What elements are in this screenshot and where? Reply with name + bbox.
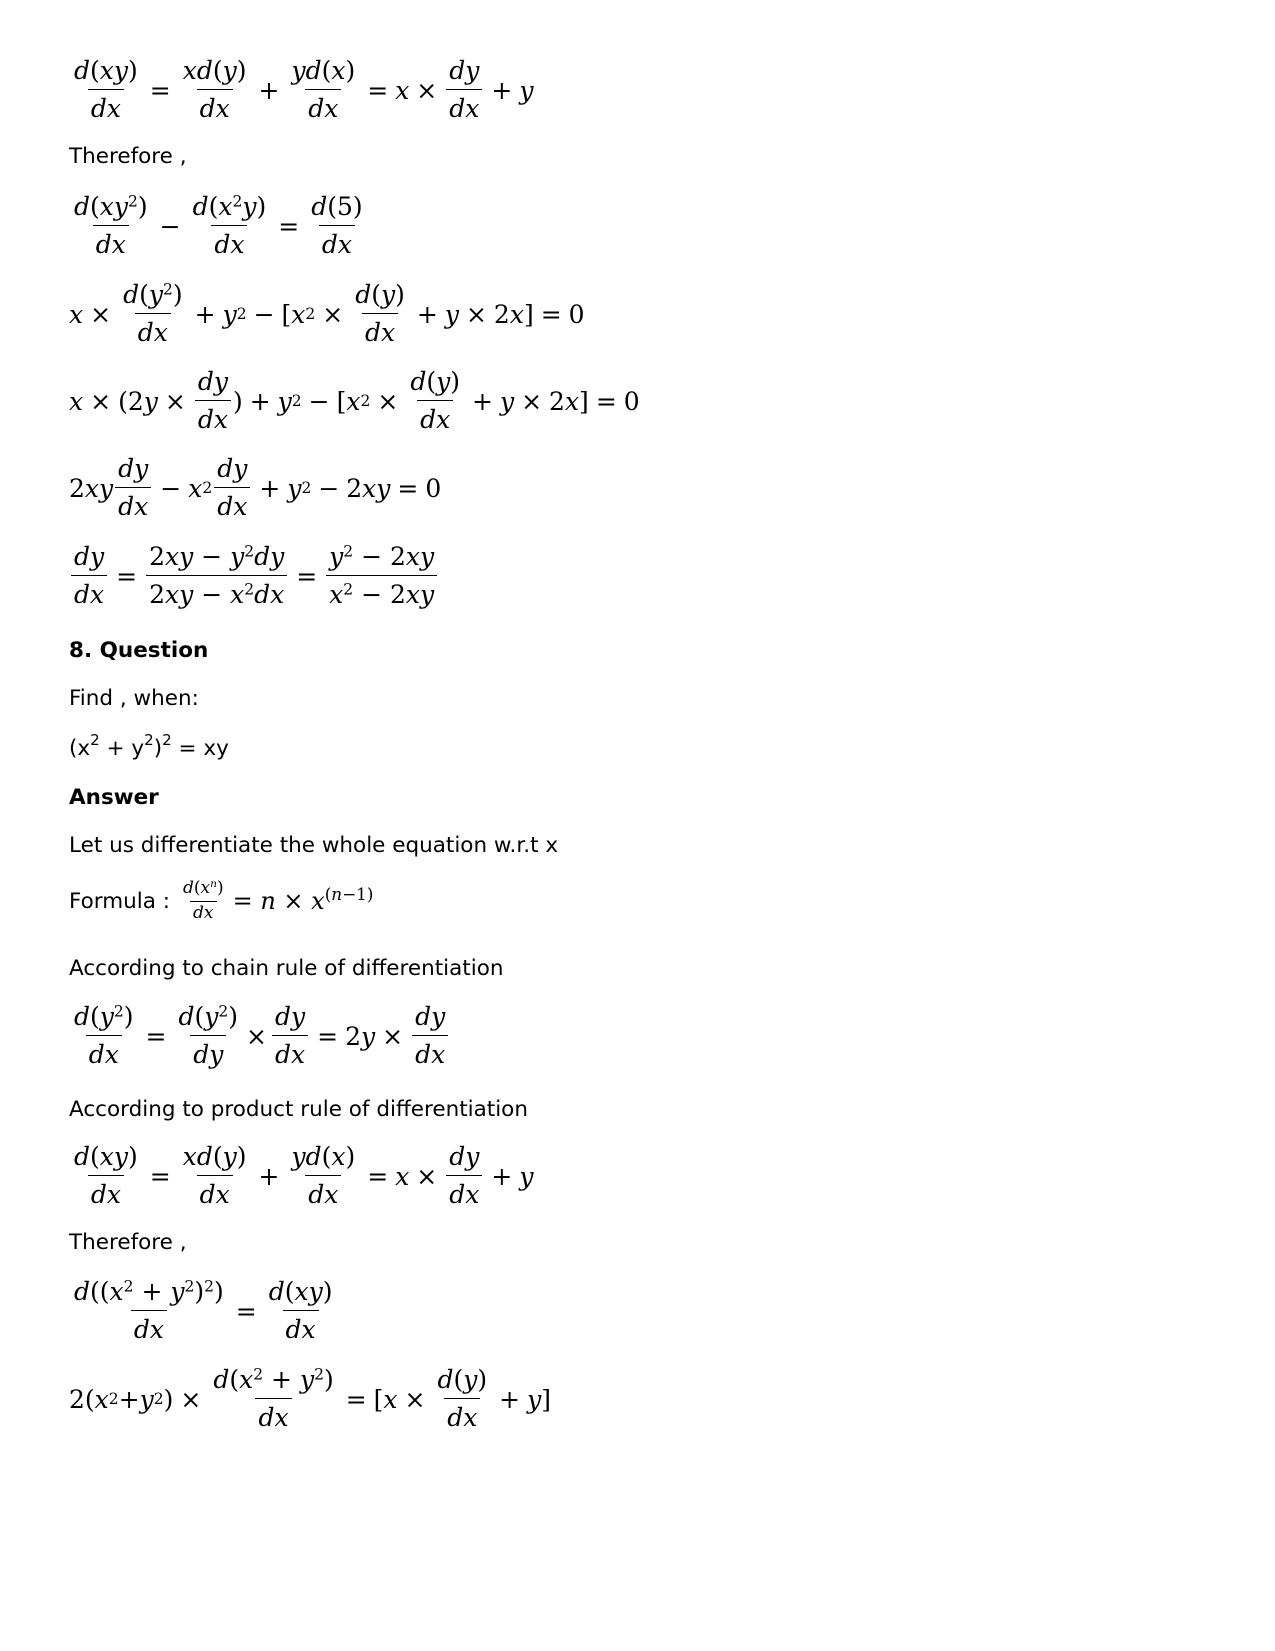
equation-result: $\frac{dy}{dx}$ = $\frac{2xy - y^2dy}{2xy - x^2dx}$ = $\frac{y^2 - 2xy}{x^2 - 2xy}$ — [69, 544, 439, 609]
therefore-text-2: Therefore , — [69, 1230, 187, 1255]
power-rule-formula: $\frac{d(x^n)}{dx}$ = $n \times x^{(n-1)}$ — [183, 878, 374, 923]
equation-step-1: x × $\frac{d(y^2)}{dx}$ + y 2 − [ x 2 × $\frac{d(y)}{dx}$ + y × 2 x ] = 0 — [69, 280, 585, 348]
question-equation: $(x^2 + y^2)^2$ = xy — [69, 731, 229, 761]
question-text: Find , when: — [69, 686, 199, 711]
equation-chain-rule: $\frac{d(y^2)}{dx}$ = $\frac{d(y^2)}{dy}$ × $\frac{dy}{dx}$ = 2 y × $\frac{dy}{dx}$ — [69, 1004, 450, 1069]
answer-heading: Answer — [69, 785, 159, 810]
equation-differentiate-question: $\frac{d((x^2 + y^2)^2)}{dx}$ = $\frac{d(xy)}{dx}$ — [74, 1277, 333, 1345]
equation-step-3: 2 xy $\frac{dy}{dx}$ − x 2 $\frac{dy}{dx}$ + y 2 − 2 xy = 0 — [69, 454, 442, 522]
equation-product-rule-top: $\frac{d(xy)}{dx}$ = $\frac{xd(y)}{dx}$ + $\frac{yd(x)}{dx}$ = x × $\frac{dy}{dx}$ + y — [74, 56, 534, 124]
chain-rule-text: According to chain rule of differentiation — [69, 956, 504, 981]
formula-line — [69, 880, 373, 923]
equation-step-2: x × (2 y × $\frac{dy}{dx}$ ) + y 2 − [ x 2 × $\frac{d(y)}{dx}$ + y × 2 x ] = 0 — [69, 367, 640, 435]
question-heading: 8. Question — [69, 638, 209, 663]
formula-label: Formula : — [69, 888, 171, 914]
equation-differentiate-both-sides: $\frac{d(xy^2)}{dx}$ − $\frac{d(x^2y)}{dx}$ = $\frac{d(5)}{dx}$ — [74, 192, 363, 260]
answer-intro: Let us differentiate the whole equation w.r.t x — [69, 833, 559, 858]
equation-product-rule: $\frac{d(xy)}{dx}$ = $\frac{xd(y)}{dx}$ + $\frac{yd(x)}{dx}$ = x × $\frac{dy}{dx}$ + y — [74, 1142, 534, 1210]
product-rule-text: According to product rule of differentiation — [69, 1097, 528, 1122]
therefore-text-1: Therefore , — [69, 144, 187, 169]
equation-question-step-1: 2( x 2 + y 2 ) × $\frac{d(x^2 + y^2)}{dx}$ = [ x × $\frac{d(y)}{dx}$ + y ] — [69, 1365, 551, 1433]
